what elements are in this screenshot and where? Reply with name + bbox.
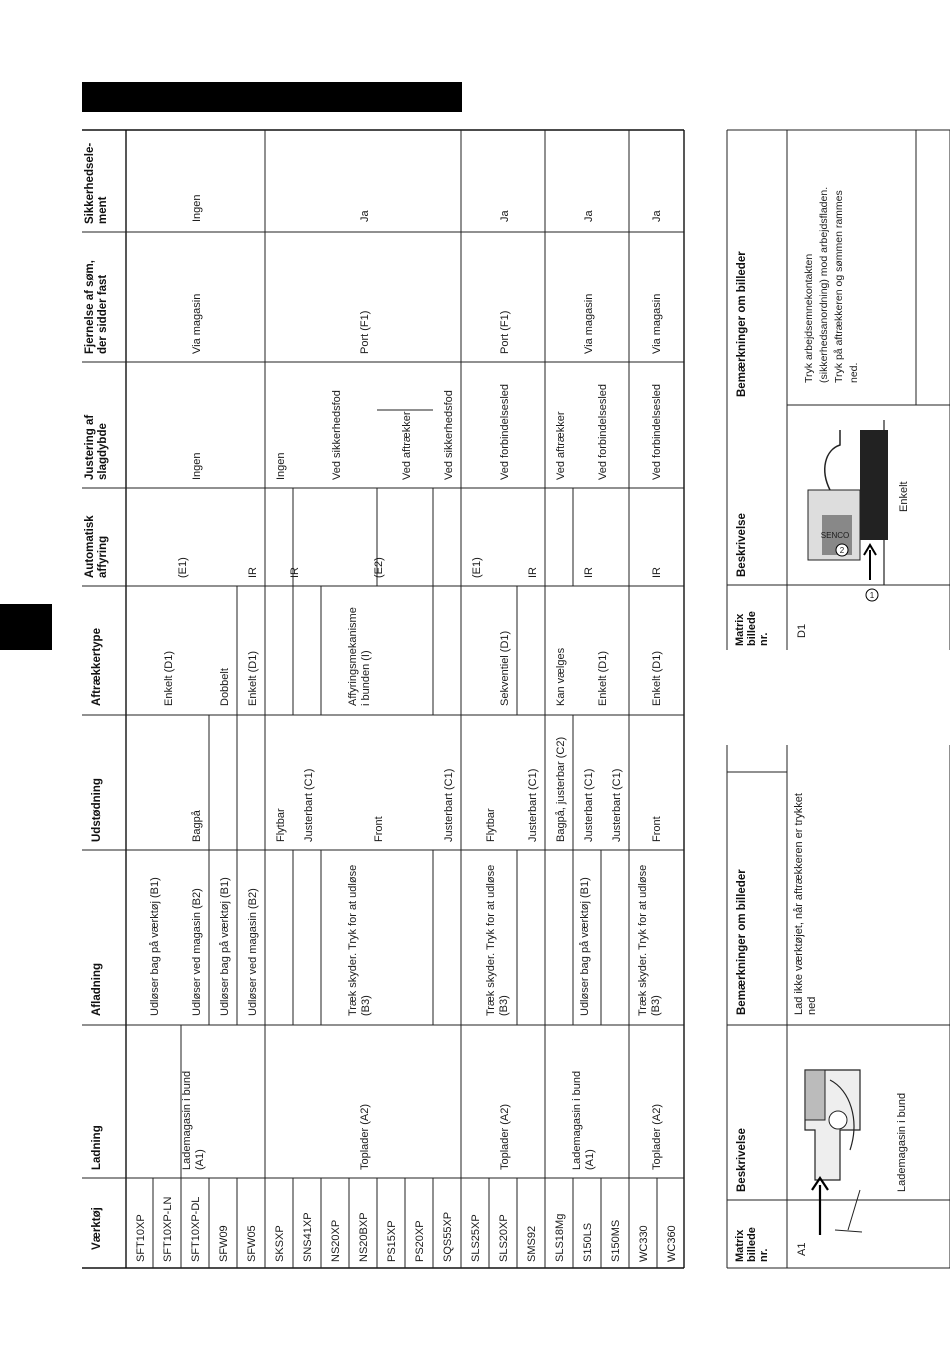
lower-header-bemaerkninger: Bemærkninger om billeder <box>736 869 748 1015</box>
nailer-grip <box>829 1111 847 1129</box>
sikkerhed-ja: Ja <box>499 210 511 222</box>
right-row-id: D1 <box>796 623 808 638</box>
figures <box>805 420 888 1235</box>
ladning-a1: (A1) <box>584 1149 596 1170</box>
tool-name: SLS25XP <box>470 1214 482 1262</box>
justering-aftraekker: Ved aftrækker <box>555 411 567 480</box>
justering-forbindelsesled: Ved forbindelsesled <box>499 383 511 480</box>
aftraekker-sekventiel: Sekventiel (D1) <box>499 630 511 706</box>
udstoedning-front: Front <box>373 816 385 842</box>
ladning-a1: Lademagasin i bund <box>181 1070 193 1170</box>
tool-name: S150LS <box>582 1222 594 1262</box>
nailer-outline <box>835 1190 862 1232</box>
lower-remark: ned <box>806 996 818 1015</box>
aftraekker-enkelt: Enkelt (D1) <box>163 650 175 706</box>
tool-name: SFW05 <box>246 1225 258 1262</box>
justering-aftraekker: Ved aftrækker <box>401 411 413 480</box>
ladning-a1: Lademagasin i bund <box>571 1070 583 1170</box>
right-header-beskrivelse: Beskrivelse <box>736 513 748 577</box>
udstoedning-front: Front <box>651 816 663 842</box>
right-remarks: ned. <box>848 362 860 383</box>
ladning-a1: (A1) <box>194 1149 206 1170</box>
header-fjernelse: Fjernelse af søm, <box>84 260 96 354</box>
afladning-b3: Træk skyder. Tryk for at udløse <box>637 864 649 1016</box>
aftraekker-affyring: Affyringsmekanisme <box>347 607 359 706</box>
right-remarks: (sikkerhedsanordning) mod arbejdsfladen. <box>818 186 830 383</box>
lower-header-beskrivelse: Beskrivelse <box>736 1128 748 1192</box>
automatisk-ir: IR <box>289 567 301 578</box>
header-sikkerhedselement: ment <box>97 196 109 224</box>
header-automatisk-affyring: affyring <box>97 535 109 578</box>
fjernelse-via-magasin: Via magasin <box>191 293 203 354</box>
header-justering: slagdybde <box>97 423 109 480</box>
fjernelse-via-magasin: Via magasin <box>583 293 595 354</box>
udstoedning-c2: Bagpå, justerbar (C2) <box>555 736 567 842</box>
sikkerhed-ja: Ja <box>651 210 663 222</box>
afladning-b3: Træk skyder. Tryk for at udløse <box>485 864 497 1016</box>
header-fjernelse: der sidder fast <box>97 274 109 354</box>
udstoedning-bagpaa: Bagpå <box>191 810 203 842</box>
lower-row-id: A1 <box>796 1242 808 1256</box>
marker-1: 1 <box>869 591 875 600</box>
afladning-b3: Træk skyder. Tryk for at udløse <box>347 864 359 1016</box>
afladning-b3: (B3) <box>360 995 372 1016</box>
arrow-icon <box>812 1178 828 1235</box>
tool-name: S150MS <box>610 1219 622 1262</box>
tool-name: WC330 <box>638 1225 650 1262</box>
udstoedning-flytbar: Flytbar <box>485 808 497 842</box>
tool-name: SNS41XP <box>302 1212 314 1262</box>
afladning-b3: (B3) <box>650 995 662 1016</box>
marker-2: 2 <box>839 546 845 555</box>
tool-name: SFT10XP-LN <box>162 1196 174 1262</box>
automatisk-e2: (E2) <box>373 557 385 578</box>
automatisk-ir: IR <box>583 567 595 578</box>
afladning-b2: Udløser ved magasin (B2) <box>191 888 203 1016</box>
justering-sikkerhedsfod: Ved sikkerhedsfod <box>331 390 343 480</box>
justering-forbindelsesled: Ved forbindelsesled <box>597 383 609 480</box>
tool-name: SLS18Mg <box>554 1213 566 1262</box>
nailer-magazine <box>805 1070 825 1120</box>
figure-a1-nailer <box>805 1070 862 1235</box>
afladning-b2: Udløser ved magasin (B2) <box>247 888 259 1016</box>
aftraekker-enkelt: Enkelt (D1) <box>247 650 259 706</box>
sikkerhed-ja: Ja <box>583 210 595 222</box>
udstoedning-justerbart: Justerbart (C1) <box>611 768 623 842</box>
lower-header-matrix: Matrix <box>734 1229 746 1262</box>
afladning-b3: (B3) <box>498 995 510 1016</box>
lower-caption: Lademagasin i bund <box>896 1092 908 1192</box>
tool-name: PS15XP <box>386 1220 398 1262</box>
tool-name: NS20BXP <box>358 1212 370 1262</box>
aftraekker-enkelt: Enkelt (D1) <box>651 650 663 706</box>
ladning-a2: Toplader (A2) <box>359 1103 371 1170</box>
lower-remark: Lad ikke værktøjet, når aftrækkeren er trykket <box>793 793 805 1015</box>
header-ladning: Ladning <box>91 1125 103 1170</box>
justering-forbindelsesled: Ved forbindelsesled <box>651 383 663 480</box>
tool-name: WC360 <box>666 1225 678 1262</box>
lower-header-matrix: billede <box>746 1227 758 1262</box>
tool-name: PS20XP <box>414 1220 426 1262</box>
automatisk-ir: IR <box>527 567 539 578</box>
right-header-matrix: Matrix <box>734 613 746 646</box>
right-header-matrix: nr. <box>758 632 770 646</box>
arrow-icon <box>864 545 876 580</box>
lower-header-matrix: nr. <box>758 1248 770 1262</box>
ladning-a2: Toplader (A2) <box>499 1103 511 1170</box>
udstoedning-justerbart: Justerbart (C1) <box>443 768 455 842</box>
aftraekker-kan-vaelges: Kan vælges <box>555 647 567 706</box>
header-afladning: Afladning <box>91 962 103 1016</box>
tool-name: SLS20XP <box>498 1214 510 1262</box>
justering-ingen: Ingen <box>275 452 287 480</box>
header-sikkerhedselement: Sikkerhedsele- <box>84 142 96 224</box>
header-automatisk-affyring: Automatisk <box>84 515 96 578</box>
nailer-hose <box>825 430 840 490</box>
udstoedning-justerbart: Justerbart (C1) <box>303 768 315 842</box>
afladning-b1: Udløser bag på værktøj (B1) <box>149 877 161 1016</box>
justering-ingen: Ingen <box>191 452 203 480</box>
justering-sikkerhedsfod: Ved sikkerhedsfod <box>443 390 455 480</box>
header-vaerktoej: Værktøj <box>91 1207 103 1250</box>
aftraekker-enkelt: Enkelt (D1) <box>597 650 609 706</box>
automatisk-e1: (E1) <box>177 557 189 578</box>
automatisk-ir: IR <box>247 567 259 578</box>
header-justering: Justering af <box>84 414 96 480</box>
aftraekker-affyring: i bunden (I) <box>360 650 372 706</box>
fjernelse-port: Port (F1) <box>499 310 511 354</box>
tool-name: NS20XP <box>330 1219 342 1262</box>
sikkerhed-ja: Ja <box>359 210 371 222</box>
header-aftraekkertype: Aftrækkertype <box>91 628 103 706</box>
right-remarks: Tryk på aftrækkeren og sømmen rammes <box>833 190 845 383</box>
automatisk-ir: IR <box>651 567 663 578</box>
tool-name: SQS55XP <box>442 1211 454 1262</box>
fjernelse-port: Port (F1) <box>359 310 371 354</box>
ladning-a2: Toplader (A2) <box>651 1103 663 1170</box>
udstoedning-justerbart: Justerbart (C1) <box>527 768 539 842</box>
tool-name: SFT10XP <box>135 1214 147 1262</box>
brand-label: SENCO <box>820 531 850 540</box>
right-header-matrix: billede <box>746 611 758 646</box>
aftraekker-dobbelt: Dobbelt <box>219 668 231 706</box>
udstoedning-flytbar: Flytbar <box>275 808 287 842</box>
right-remarks: Tryk arbejdsemnekontakten <box>803 253 815 383</box>
afladning-b1: Udløser bag på værktøj (B1) <box>219 877 231 1016</box>
right-header-bemaerkninger: Bemærkninger om billeder <box>736 251 748 397</box>
table-text <box>84 143 910 1262</box>
figure-d1-nailer <box>808 420 888 601</box>
udstoedning-justerbart: Justerbart (C1) <box>583 768 595 842</box>
sikkerhed-ingen: Ingen <box>191 194 203 222</box>
afladning-b1: Udløser bag på værktøj (B1) <box>579 877 591 1016</box>
right-caption: Enkelt <box>898 481 910 512</box>
header-udstoedning: Udstødning <box>91 778 103 842</box>
tool-name: SFT10XP-DL <box>190 1196 202 1262</box>
tool-name: SFW09 <box>218 1225 230 1262</box>
automatisk-e1: (E1) <box>471 557 483 578</box>
tool-name: SMS92 <box>526 1225 538 1262</box>
fjernelse-via-magasin: Via magasin <box>651 293 663 354</box>
tool-name: SKSXP <box>274 1225 286 1262</box>
